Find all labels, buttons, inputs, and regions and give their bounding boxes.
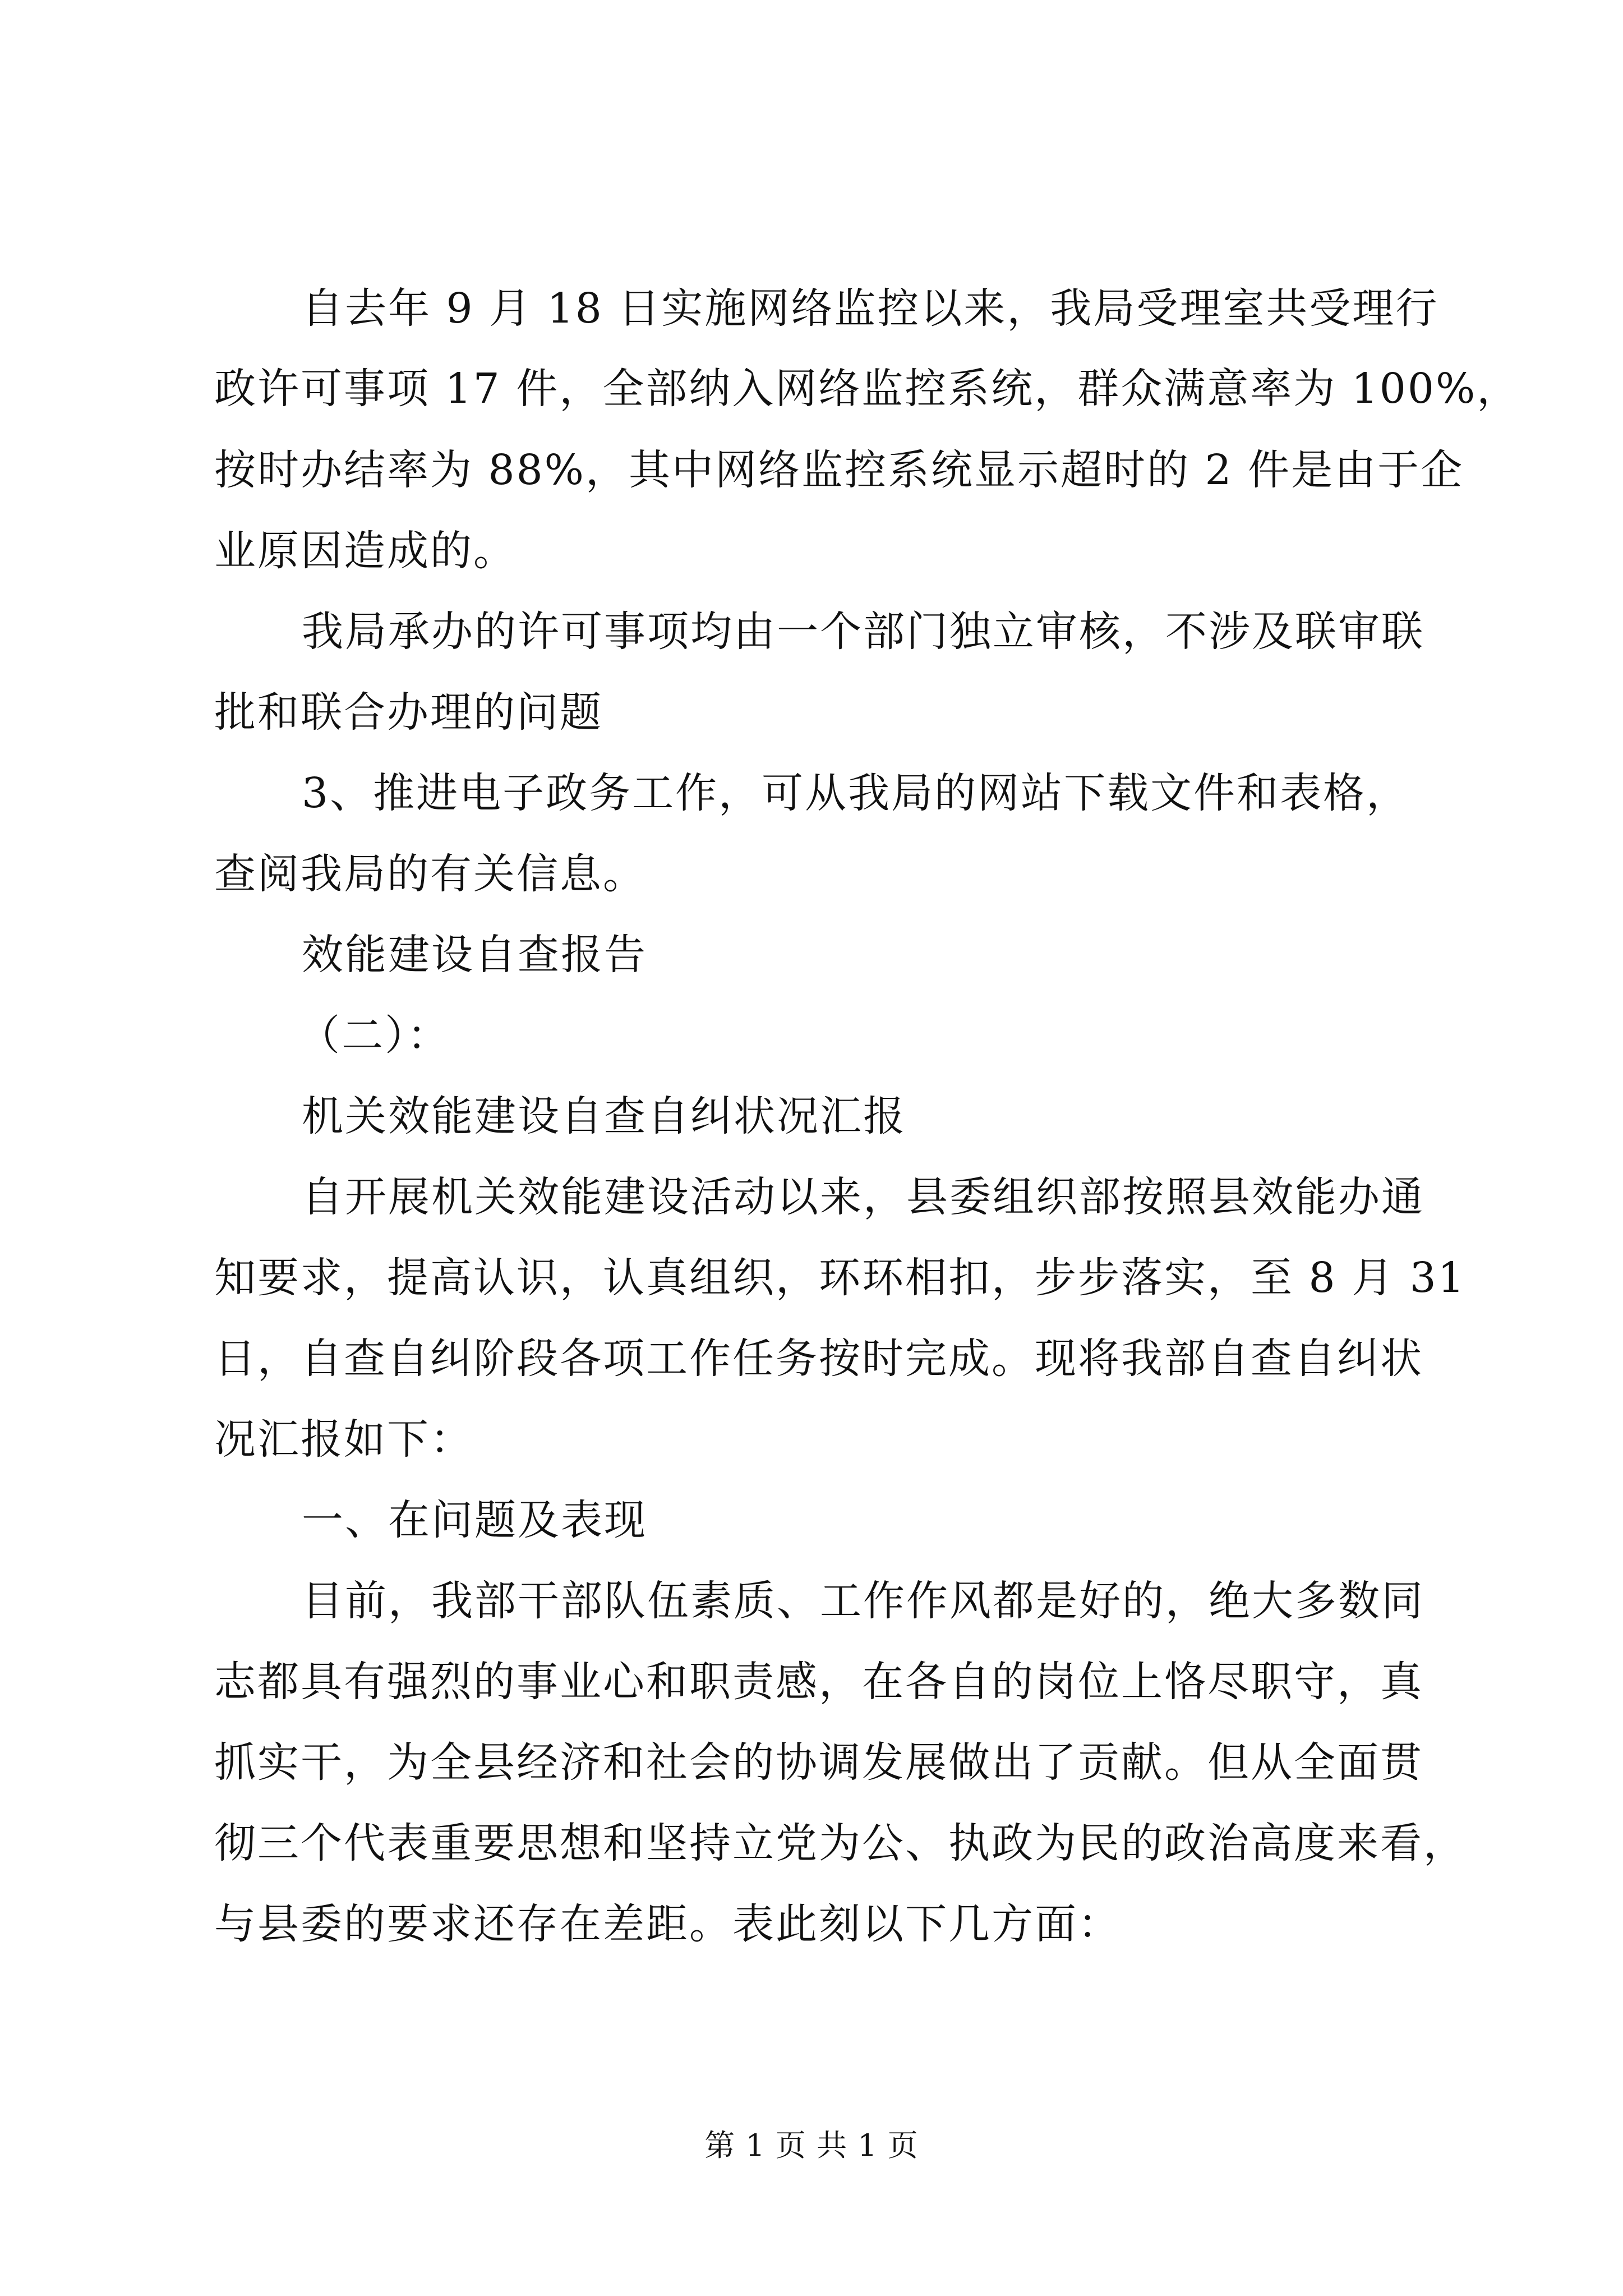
paragraph-9-line-1: 目前，我部干部队伍素质、工作作风都是好的，绝大多数同 (302, 1577, 1424, 1625)
paragraph-9-line-5: 与县委的要求还存在差距。表此刻以下几方面： (214, 1900, 1121, 1948)
paragraph-9-line-4: 彻三个代表重要思想和坚持立党为公、执政为民的政治高度来看， (214, 1819, 1467, 1867)
section-heading-efficiency-report: 效能建设自查报告 (302, 931, 647, 979)
paragraph-1-line-2: 政许可事项 17 件，全部纳入网络监控系统，群众满意率为 100%， (214, 365, 1520, 413)
paragraph-2-line-1: 我局承办的许可事项均由一个部门独立审核，不涉及联审联 (302, 608, 1424, 656)
page-number-footer: 第 1 页 共 1 页 (704, 2128, 919, 2163)
paragraph-7-line-3: 日，自查自纠阶段各项工作任务按时完成。现将我部自查自纠状 (214, 1335, 1423, 1383)
report-title: 机关效能建设自查自纠状况汇报 (302, 1092, 906, 1140)
paragraph-9-line-3: 抓实干，为全县经济和社会的协调发展做出了贡献。但从全面贯 (214, 1738, 1423, 1787)
paragraph-9-line-2: 志都具有强烈的事业心和职责感，在各自的岗位上恪尽职守，真 (214, 1658, 1423, 1706)
paragraph-2-line-2: 批和联合办理的问题 (214, 688, 603, 737)
section-number-two: （二）： (298, 1011, 450, 1060)
paragraph-7-line-2: 知要求，提高认识，认真组织，环环相扣，步步落实，至 8 月 31 (214, 1254, 1466, 1302)
paragraph-7-line-1: 自开展机关效能建设活动以来，县委组织部按照县效能办通 (302, 1173, 1424, 1221)
paragraph-1-line-3: 按时办结率为 88%，其中网络监控系统显示超时的 2 件是由于企 (214, 446, 1464, 494)
subsection-heading-problems: 一、在问题及表现 (302, 1496, 647, 1544)
paragraph-3-line-2: 查阅我局的有关信息。 (214, 850, 646, 898)
paragraph-3-line-1: 3、推进电子政务工作，可从我局的网站下载文件和表格， (302, 769, 1410, 817)
paragraph-1-line-1: 自去年 9 月 18 日实施网络监控以来，我局受理室共受理行 (302, 284, 1439, 333)
paragraph-7-line-4: 况汇报如下： (214, 1415, 473, 1464)
paragraph-1-line-4: 业原因造成的。 (214, 527, 517, 575)
